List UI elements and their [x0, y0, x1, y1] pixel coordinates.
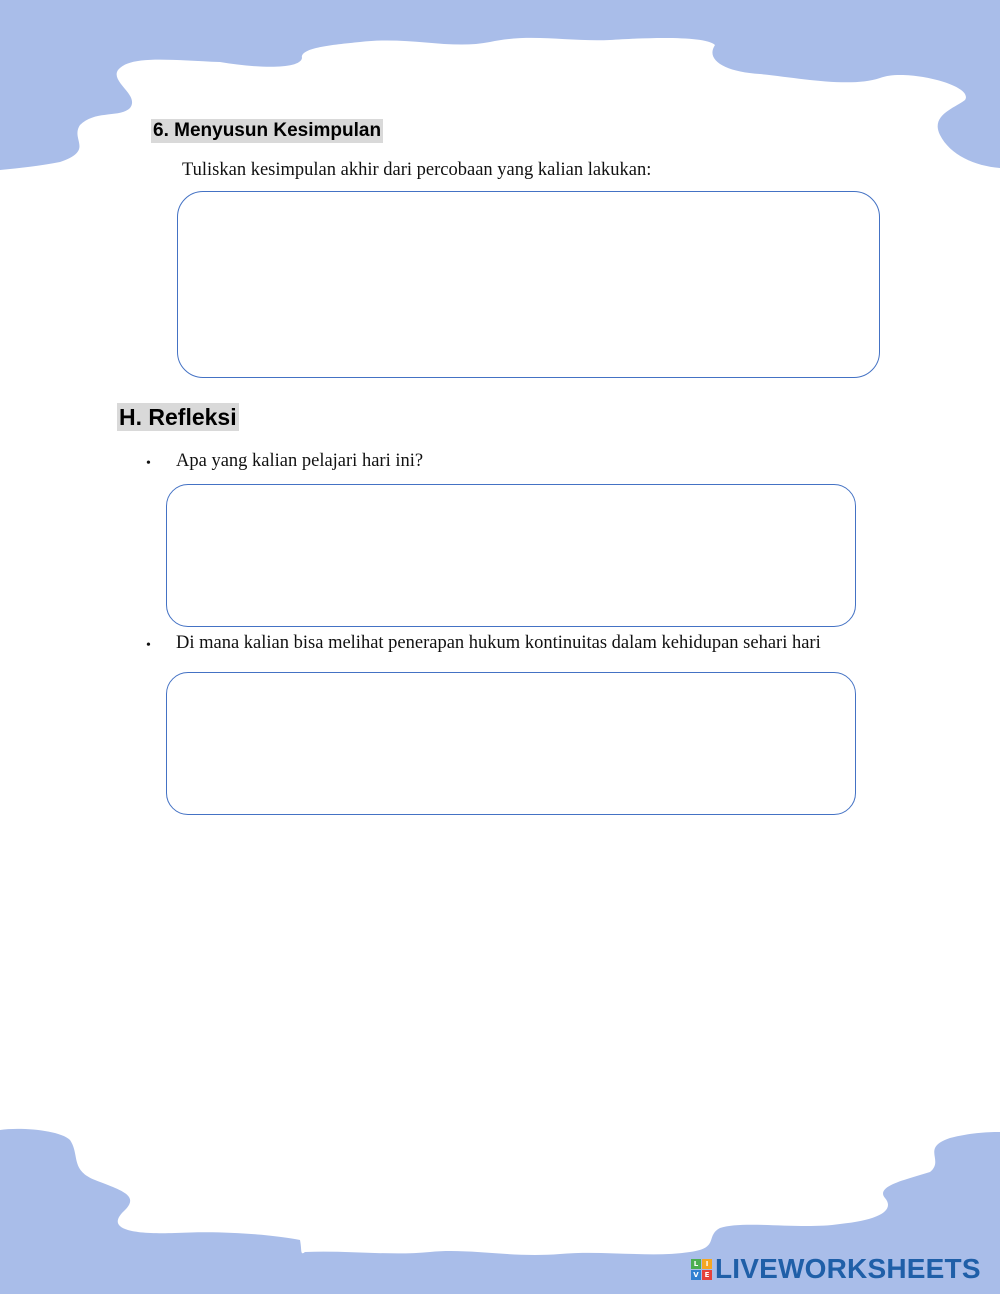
kesimpulan-answer-box[interactable] — [177, 191, 880, 378]
section-heading-kesimpulan: 6. Menyusun Kesimpulan — [153, 120, 382, 141]
logo-letter-e: E — [702, 1270, 712, 1280]
logo-blocks-icon — [691, 1259, 712, 1280]
logo-wordmark: LIVEWORKSHEETS — [715, 1253, 981, 1284]
top-wave-border — [0, 0, 1000, 170]
refleksi-answer-box-1[interactable] — [166, 484, 856, 627]
logo-letter-i: I — [702, 1259, 712, 1269]
refleksi-question-1: Apa yang kalian pelajari hari ini? — [176, 451, 424, 471]
logo-letter-v: V — [691, 1270, 701, 1280]
section-heading-refleksi: H. Refleksi — [119, 404, 237, 430]
refleksi-question-2: Di mana kalian bisa melihat penerapan hukum kontinuitas dalam kehidupan sehari hari — [176, 633, 821, 653]
refleksi-answer-box-2[interactable] — [166, 672, 856, 815]
liveworksheets-logo[interactable] — [691, 1253, 981, 1285]
bullet-icon: • — [146, 456, 151, 471]
bullet-icon: • — [146, 638, 151, 653]
logo-letter-l: L — [691, 1259, 701, 1269]
kesimpulan-instruction: Tuliskan kesimpulan akhir dari percobaan yang kalian lakukan: — [182, 160, 652, 180]
